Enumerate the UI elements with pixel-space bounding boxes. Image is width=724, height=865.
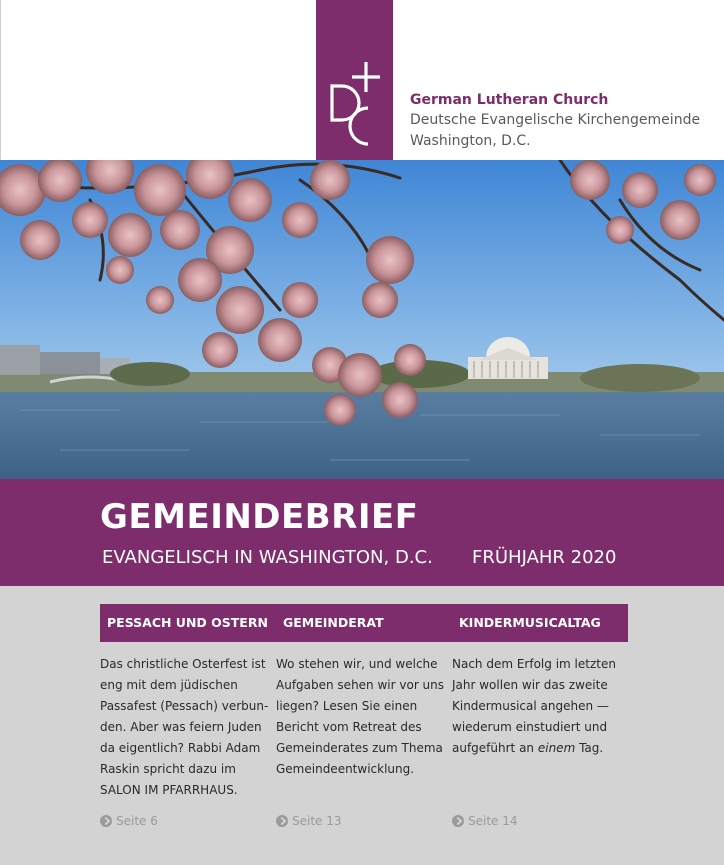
teaser-text <box>276 654 452 780</box>
dc-cross-logo-icon <box>328 62 382 154</box>
title-band <box>0 479 724 586</box>
teaser-heading[interactable]: KINDERMUSICALTAG <box>452 604 628 642</box>
page-link[interactable] <box>276 814 342 828</box>
teaser-text <box>452 654 628 759</box>
teaser-column-kindermusical <box>452 604 628 828</box>
text-line: Gemeindeentwicklung. <box>276 762 415 776</box>
text-line: Bericht vom Retreat des <box>276 720 422 734</box>
circle-arrow-right-icon <box>100 815 112 827</box>
page-link[interactable] <box>100 814 158 828</box>
text-line: Kindermusical angehen — <box>452 699 609 713</box>
circle-arrow-right-icon <box>452 815 464 827</box>
logo-block <box>316 0 393 160</box>
text-line: SALON IM PFARRHAUS. <box>100 783 238 797</box>
page-ref: Seite 6 <box>116 814 158 828</box>
text-line: da eigentlich? Rabbi Adam <box>100 741 261 755</box>
newsletter-title: GEMEINDEBRIEF <box>100 497 419 537</box>
teaser-heading[interactable]: PESSACH UND OSTERN <box>100 604 276 642</box>
text-line: liegen? Lesen Sie einen <box>276 699 418 713</box>
text-line: eng mit dem jüdischen <box>100 678 238 692</box>
page-ref: Seite 14 <box>468 814 518 828</box>
text-line: Jahr wollen wir das zweite <box>452 678 608 692</box>
emphasis-text: einem <box>537 741 576 755</box>
text-line: Das christliche Osterfest ist <box>100 657 266 671</box>
text-line: Wo stehen wir, und welche <box>276 657 438 671</box>
teaser-column-gemeinderat <box>276 604 452 828</box>
text-line: Raskin spricht dazu im <box>100 762 236 776</box>
text-line: den. Aber was feiern Juden <box>100 720 262 734</box>
text-fragment: aufgeführt an <box>452 741 538 755</box>
teaser-text <box>100 654 276 801</box>
page-link[interactable] <box>452 814 518 828</box>
teaser-heading[interactable]: GEMEINDERAT <box>276 604 452 642</box>
teaser-column-pessach <box>100 604 276 828</box>
issue-date: FRÜHJAHR 2020 <box>472 547 617 568</box>
header <box>0 0 724 160</box>
text-line: Gemeinderates zum Thema <box>276 741 443 755</box>
text-line <box>452 738 628 759</box>
page-ref: Seite 13 <box>292 814 342 828</box>
church-title: German Lutheran Church <box>410 92 609 108</box>
teaser-section <box>0 586 724 865</box>
text-line: Aufgaben sehen wir vor uns <box>276 678 445 692</box>
text-fragment: Tag. <box>575 741 604 755</box>
circle-arrow-right-icon <box>276 815 288 827</box>
text-line: wiederum einstudiert und <box>452 720 608 734</box>
church-names <box>410 90 700 152</box>
text-line: Passafest (Pessach) verbun- <box>100 699 269 713</box>
newsletter-subtitle: EVANGELISCH IN WASHINGTON, D.C. <box>102 547 433 568</box>
cover-photo <box>0 160 724 479</box>
text-line: Nach dem Erfolg im letzten <box>452 657 616 671</box>
church-subtitle: Deutsche Evangelische Kirchengemeinde <box>410 112 701 128</box>
church-location: Washington, D.C. <box>410 133 531 149</box>
